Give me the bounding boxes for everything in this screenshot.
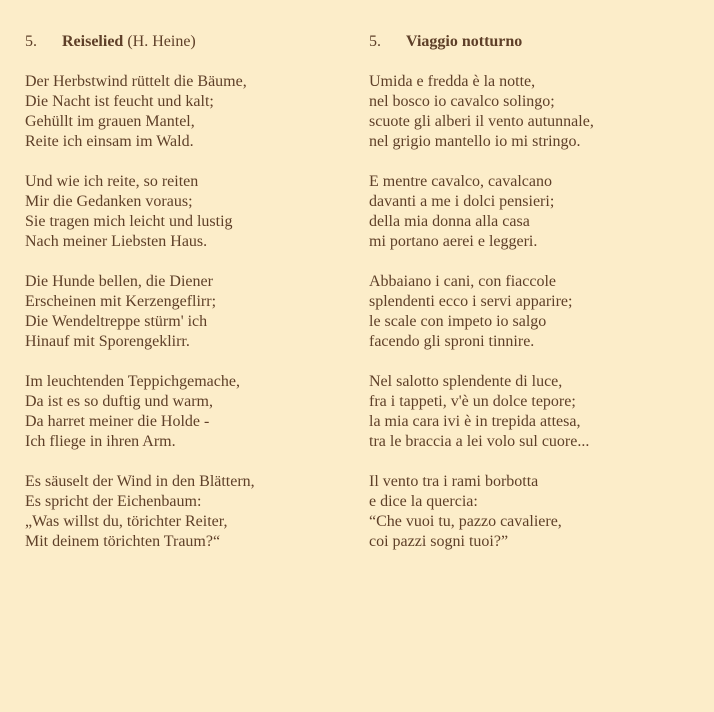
italian-poem (369, 72, 699, 552)
german-stanza-3 (25, 272, 355, 352)
poem-line: Und wie ich reite, so reiten (25, 173, 199, 190)
poem-line: nel bosco io cavalco solingo; (369, 93, 555, 110)
poem-line: della mia donna alla casa (369, 213, 530, 230)
german-stanza-5 (25, 472, 355, 552)
poem-line: e dice la quercia: (369, 493, 478, 510)
poem-line: tra le braccia a lei volo sul cuore... (369, 433, 590, 450)
german-poem-title: Reiselied (62, 33, 124, 50)
italian-stanza-2 (369, 172, 699, 252)
german-poem-author: (H. Heine) (127, 33, 196, 50)
poem-line: Umida e fredda è la notte, (369, 73, 536, 90)
poem-line: Abbaiano i cani, con fiaccole (369, 273, 557, 290)
italian-poem-title: Viaggio notturno (406, 33, 523, 50)
german-stanza-1 (25, 72, 355, 152)
poem-line: Gehüllt im grauen Mantel, (25, 113, 195, 130)
poem-line: E mentre cavalco, cavalcano (369, 173, 552, 190)
italian-stanza-5 (369, 472, 699, 552)
italian-heading (369, 32, 699, 52)
poem-line: fra i tappeti, v'è un dolce tepore; (369, 393, 576, 410)
poem-line: mi portano aerei e leggeri. (369, 233, 538, 250)
german-heading (25, 32, 355, 52)
italian-stanza-1 (369, 72, 699, 152)
poem-line: Erscheinen mit Kerzengeflirr; (25, 293, 217, 310)
german-poem (25, 72, 355, 552)
poem-line: la mia cara ivi è in trepida attesa, (369, 413, 581, 430)
german-column (25, 32, 355, 572)
poem-line: Der Herbstwind rüttelt die Bäume, (25, 73, 247, 90)
poem-line: davanti a me i dolci pensieri; (369, 193, 555, 210)
poem-line: le scale con impeto io salgo (369, 313, 547, 330)
poem-line: Mir die Gedanken voraus; (25, 193, 193, 210)
poem-line: Sie tragen mich leicht und lustig (25, 213, 233, 230)
italian-poem-number: 5. (369, 33, 381, 50)
poem-line: “Che vuoi tu, pazzo cavaliere, (369, 513, 562, 530)
italian-stanza-3 (369, 272, 699, 352)
poem-line: Im leuchtenden Teppichgemache, (25, 373, 240, 390)
poem-line: splendenti ecco i servi apparire; (369, 293, 573, 310)
german-stanza-4 (25, 372, 355, 452)
german-stanza-2 (25, 172, 355, 252)
poem-line: Es säuselt der Wind in den Blättern, (25, 473, 255, 490)
poem-line: Hinauf mit Sporengeklirr. (25, 333, 190, 350)
poem-line: Mit deinem törichten Traum?“ (25, 533, 221, 550)
poem-line: Nel salotto splendente di luce, (369, 373, 563, 390)
poem-line: Reite ich einsam im Wald. (25, 133, 194, 150)
poem-line: Il vento tra i rami borbotta (369, 473, 539, 490)
poem-line: Die Wendeltreppe stürm' ich (25, 313, 208, 330)
poem-line: Die Hunde bellen, die Diener (25, 273, 213, 290)
poem-line: facendo gli sproni tinnire. (369, 333, 535, 350)
poem-line: Ich fliege in ihren Arm. (25, 433, 176, 450)
poem-line: „Was willst du, törichter Reiter, (25, 513, 228, 530)
poem-line: Nach meiner Liebsten Haus. (25, 233, 208, 250)
poem-line: scuote gli alberi il vento autunnale, (369, 113, 594, 130)
italian-stanza-4 (369, 372, 699, 452)
german-poem-number: 5. (25, 33, 37, 50)
italian-column (369, 32, 699, 572)
poem-line: Es spricht der Eichenbaum: (25, 493, 202, 510)
poem-line: Da ist es so duftig und warm, (25, 393, 213, 410)
poem-line: nel grigio mantello io mi stringo. (369, 133, 581, 150)
poem-line: Da harret meiner die Holde - (25, 413, 210, 430)
poem-line: Die Nacht ist feucht und kalt; (25, 93, 214, 110)
poem-line: coi pazzi sogni tuoi?” (369, 533, 509, 550)
